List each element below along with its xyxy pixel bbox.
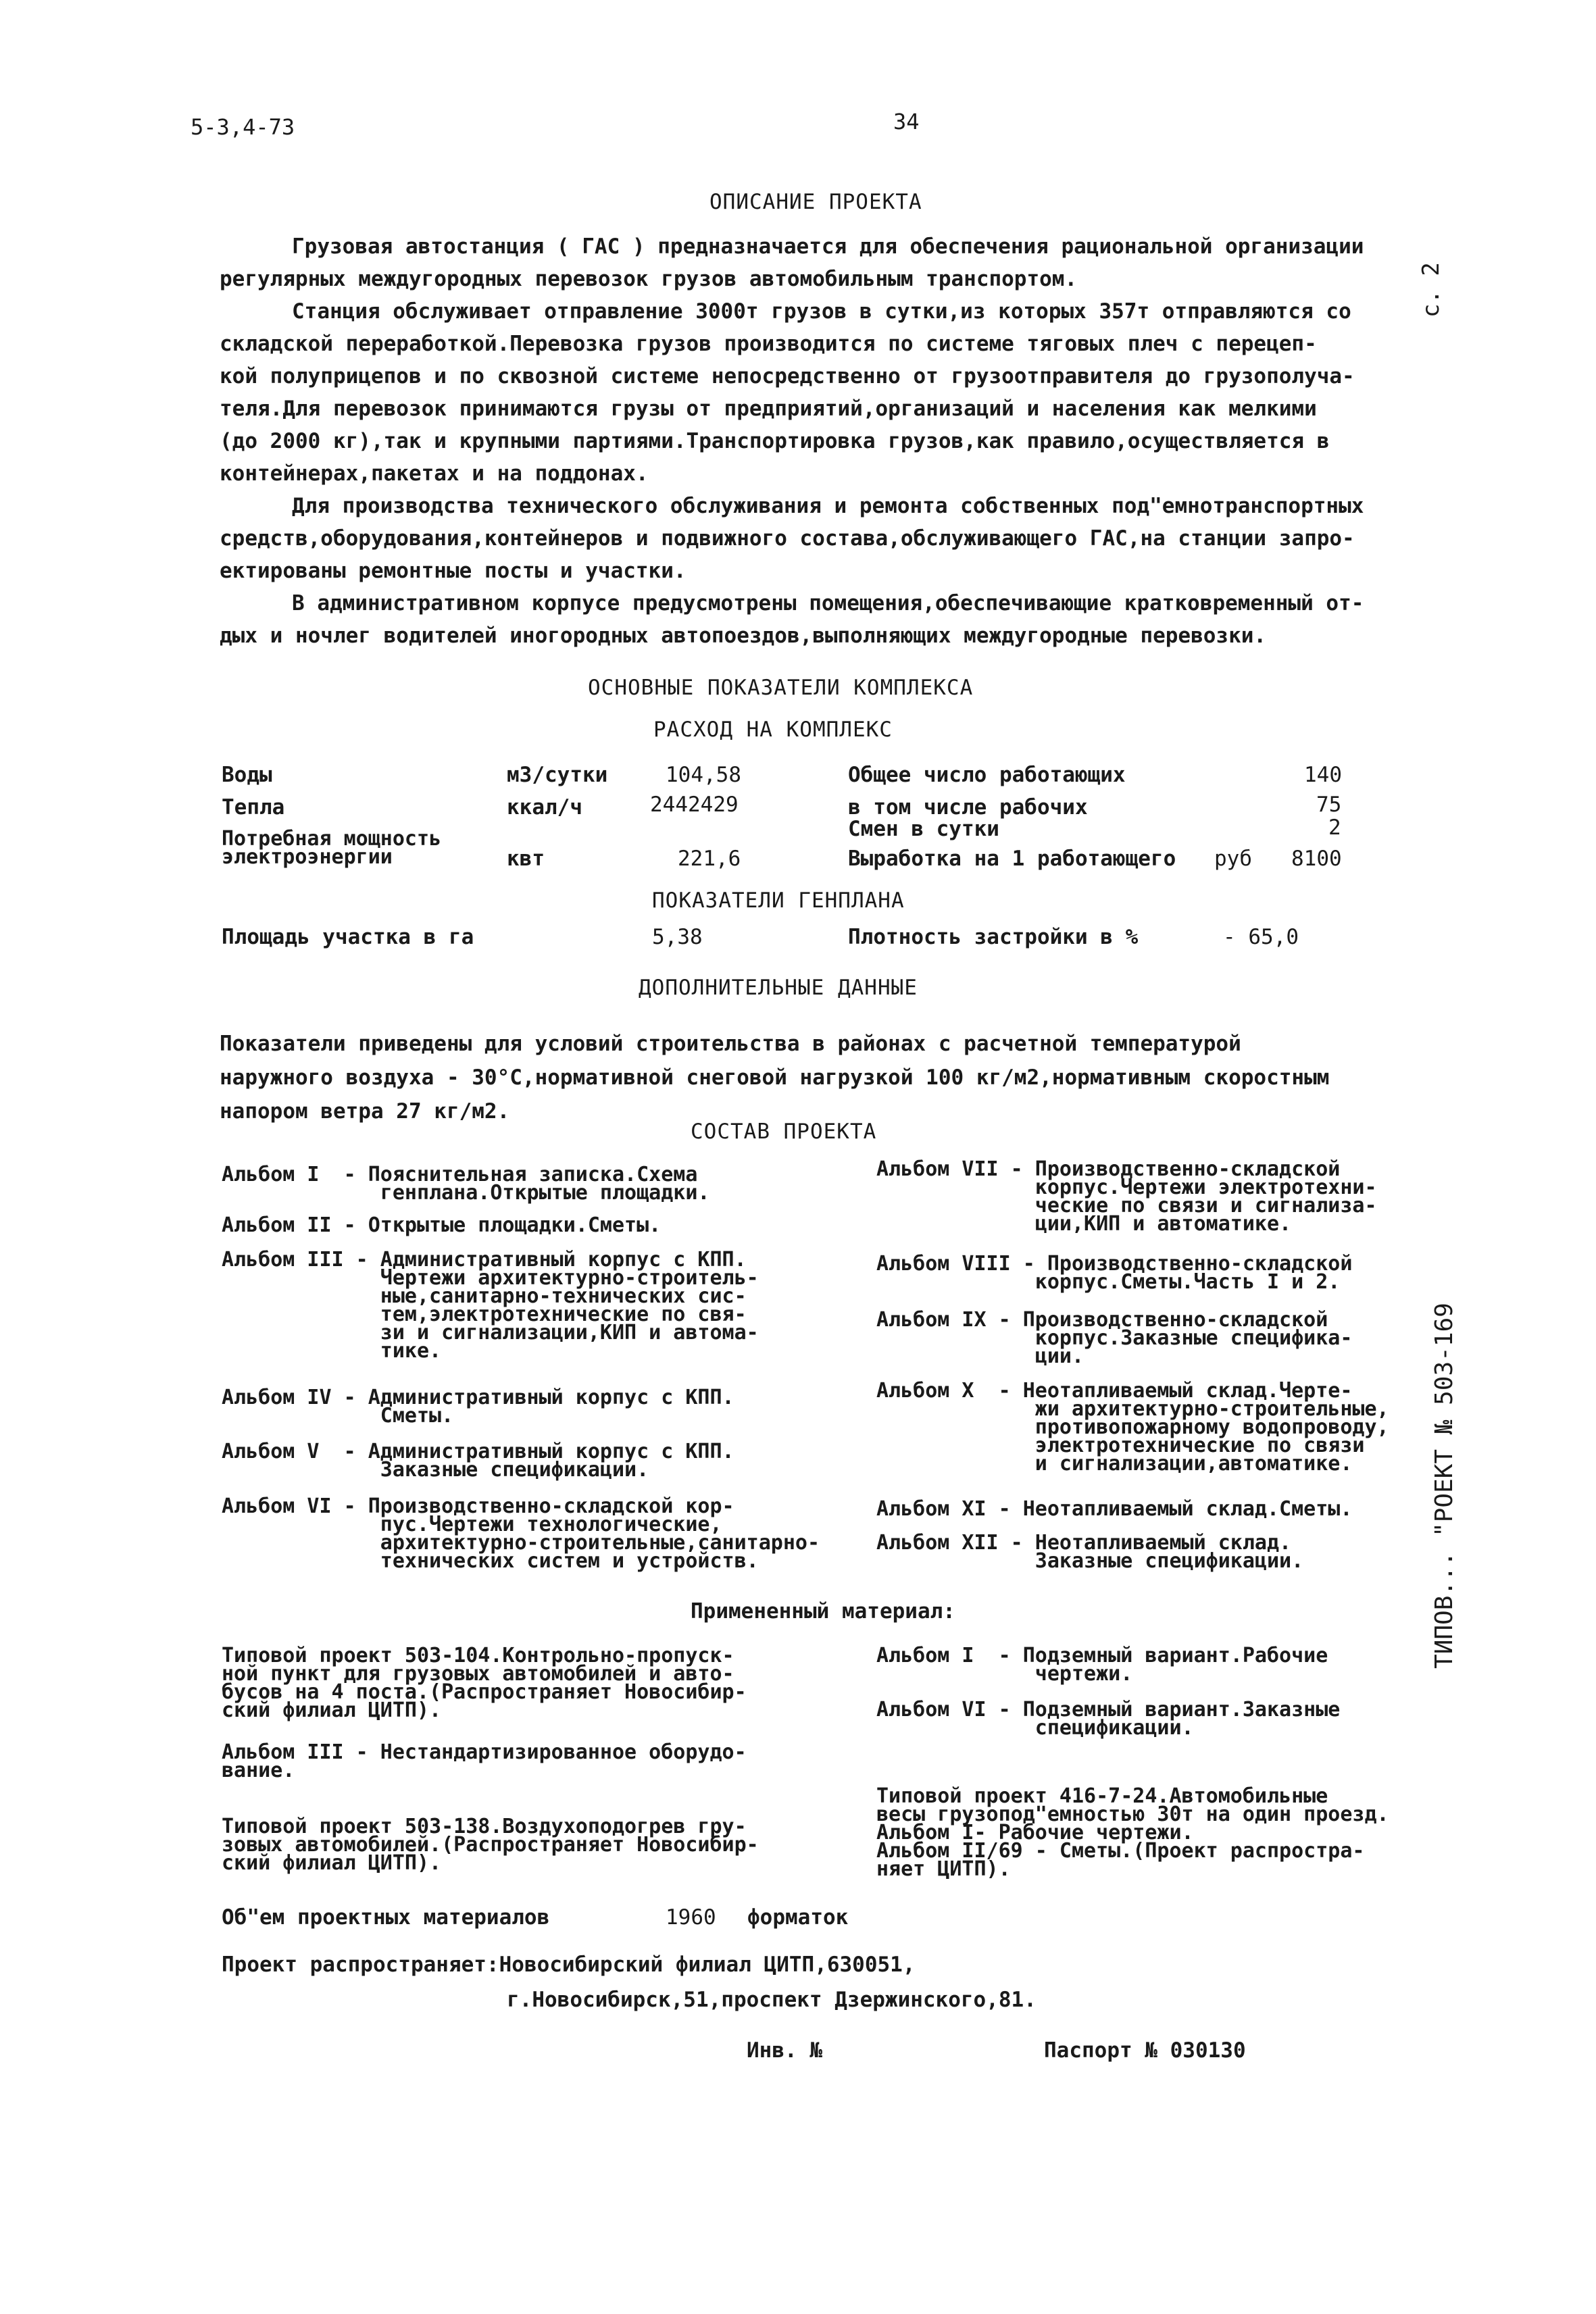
album-entry: Альбом VI - Производственно-складской кор- пус.Чертежи технологические, архитектурно-строительные,санитарно- технических систем и устройств.: [222, 1494, 820, 1573]
composition-title: СОСТАВ ПРОЕКТА: [691, 1120, 877, 1144]
material-entry: Альбом VI - Подземный вариант.Заказные спецификации.: [876, 1698, 1341, 1740]
album-entry: Альбом XI - Неотапливаемый склад.Сметы.: [876, 1497, 1353, 1521]
density-label: Плотность застройки в %: [848, 925, 1139, 949]
power-unit: квт: [507, 847, 545, 871]
description-line: Для производства технического обслуживания и ремонта собственных под"емнотранспортных: [292, 494, 1364, 518]
description-line: В административном корпусе предусмотрены помещения,обеспечивающие кратковременный от-: [292, 591, 1364, 615]
water-value: 104,58: [666, 763, 741, 787]
description-line: Грузовая автостанция ( ГАС ) предназначается для обеспечения рациональной организации: [292, 234, 1364, 259]
volume-value: 1960: [666, 1905, 716, 1930]
album-entry: Альбом V - Административный корпус с КПП. Заказные спецификации.: [222, 1440, 734, 1482]
description-line: средств,оборудования,контейнеров и подвижного состава,обслуживающего ГАС,на станции запро-: [220, 526, 1355, 551]
passport-number: Паспорт № 030130: [1044, 2038, 1246, 2063]
material-entry: Типовой проект 503-138.Воздухоподогрев гру- зовых автомобилей.(Распространяет Новосибир- ский филиал ЦИТП).: [222, 1815, 759, 1875]
additional-line: наружного воздуха - 30°С,нормативной снеговой нагрузкой 100 кг/м2,нормативным скоростным: [220, 1065, 1330, 1090]
additional-title: ДОПОЛНИТЕЛЬНЫЕ ДАННЫЕ: [639, 976, 918, 1000]
power-value: 221,6: [678, 847, 741, 871]
shifts-label: Смен в сутки: [848, 817, 999, 841]
water-unit: м3/сутки: [507, 763, 608, 787]
margin-project-stamp: ТИПОВ... "РОЕКТ № 503-169: [1430, 1303, 1458, 1669]
genplan-title: ПОКАЗАТЕЛИ ГЕНПЛАНА: [652, 888, 905, 913]
power-label: Потребная мощность электроэнергии: [222, 827, 442, 869]
volume-unit: форматок: [747, 1905, 849, 1930]
output-label: Выработка на 1 работающего: [848, 847, 1176, 871]
page-number: 34: [893, 109, 920, 134]
heat-value: 2442429: [650, 793, 739, 817]
album-entry: Альбом IX - Производственно-складской корпус.Заказные специфика- ции.: [876, 1308, 1353, 1368]
album-entry: Альбом X - Неотапливаемый склад.Черте- жи архитектурно-строительные, противопожарному водопроводу, электротехнические по связи и сигнализации,автоматике.: [876, 1379, 1389, 1476]
site-area-label: Площадь участка в га: [222, 925, 474, 949]
inventory-number: Инв. №: [747, 2038, 822, 2063]
material-entry: Альбом III - Нестандартизированное оборудо- вание.: [222, 1740, 747, 1782]
document-code: 5-3,4-73: [191, 114, 295, 140]
album-entry: Альбом II - Открытые площадки.Сметы.: [222, 1213, 662, 1237]
heat-unit: ккал/ч: [507, 795, 582, 820]
description-line: теля.Для перевозок принимаются грузы от предприятий,организаций и населения как мелкими: [220, 397, 1317, 421]
description-line: кой полуприцепов и по сквозной системе непосредственно от грузоотправителя до грузополуча-: [220, 364, 1355, 388]
album-entry: Альбом VII - Производственно-складской корпус.Чертежи электротехни- ческие по связи и сигнализа- ции,КИП и автоматике.: [876, 1157, 1377, 1236]
material-entry: Типовой проект 503-104.Контрольно-пропуск- ной пункт для грузовых автомобилей и авто- бусов на 4 поста.(Распространяет Новосибир- ский филиал ЦИТП).: [222, 1644, 747, 1722]
description-line: контейнерах,пакетах и на поддонах.: [220, 461, 649, 486]
album-entry: Альбом III - Административный корпус с КПП. Чертежи архитектурно-строитель- ные,санитарно-технических сис- тем,электротехнические по свя- зи и сигнализации,КИП и автома- тике.: [222, 1248, 759, 1363]
description-line: Станция обслуживает отправление 3000т грузов в сутки,из которых 357т отправляются со: [292, 299, 1351, 324]
shifts-value: 2: [1328, 815, 1341, 840]
description-line: складской переработкой.Перевозка грузов производится по системе тяговых плеч с перецеп-: [220, 332, 1317, 356]
album-entry: Альбом XII - Неотапливаемый склад. Заказные спецификации.: [876, 1531, 1304, 1573]
laborers-value: 75: [1316, 793, 1342, 817]
workers-value: 140: [1304, 763, 1342, 787]
density-value: - 65,0: [1223, 925, 1299, 949]
album-entry: Альбом IV - Административный корпус с КПП. Сметы.: [222, 1386, 734, 1428]
material-entry: Типовой проект 416-7-24.Автомобильные весы грузопод"емностью 30т на один проезд. Альбом I- Рабочие чертежи. Альбом II/69 - Сметы.(Проект распростра- няет ЦИТП).: [876, 1784, 1389, 1881]
site-area-value: 5,38: [652, 925, 703, 949]
margin-page-mark: с. 2: [1418, 262, 1445, 318]
description-line: ектированы ремонтные посты и участки.: [220, 559, 687, 583]
heat-label: Тепла: [222, 795, 285, 820]
output-unit: руб: [1214, 847, 1252, 871]
materials-title: Примененный материал:: [691, 1599, 955, 1624]
description-line: дых и ночлег водителей иногородных автопоездов,выполняющих междугородные перевозки.: [220, 624, 1267, 648]
volume-label: Об"ем проектных материалов: [222, 1905, 550, 1930]
album-entry: Альбом I - Пояснительная записка.Схема генплана.Открытые площадки.: [222, 1163, 710, 1205]
workers-label: Общее число работающих: [848, 763, 1126, 787]
material-entry: Альбом I - Подземный вариант.Рабочие чертежи.: [876, 1644, 1328, 1686]
laborers-label: в том числе рабочих: [848, 795, 1088, 820]
distributor-line: Проект распространяет:Новосибирский филиал ЦИТП,630051,: [222, 1953, 916, 1977]
additional-line: напором ветра 27 кг/м2.: [220, 1099, 510, 1124]
consumption-title: РАСХОД НА КОМПЛЕКС: [653, 718, 893, 742]
additional-line: Показатели приведены для условий строительства в районах с расчетной температурой: [220, 1032, 1241, 1056]
output-value: 8100: [1291, 847, 1342, 871]
water-label: Воды: [222, 763, 272, 787]
description-line: регулярных междугородных перевозок грузов автомобильным транспортом.: [220, 267, 1078, 291]
description-title: ОПИСАНИЕ ПРОЕКТА: [709, 190, 922, 214]
indicators-title: ОСНОВНЫЕ ПОКАЗАТЕЛИ КОМПЛЕКСА: [588, 676, 974, 700]
distributor-address: г.Новосибирск,51,проспект Дзержинского,81.: [507, 1988, 1037, 2012]
description-line: (до 2000 кг),так и крупными партиями.Транспортировка грузов,как правило,осуществляется в: [220, 429, 1330, 453]
album-entry: Альбом VIII - Производственно-складской корпус.Сметы.Часть I и 2.: [876, 1252, 1353, 1294]
